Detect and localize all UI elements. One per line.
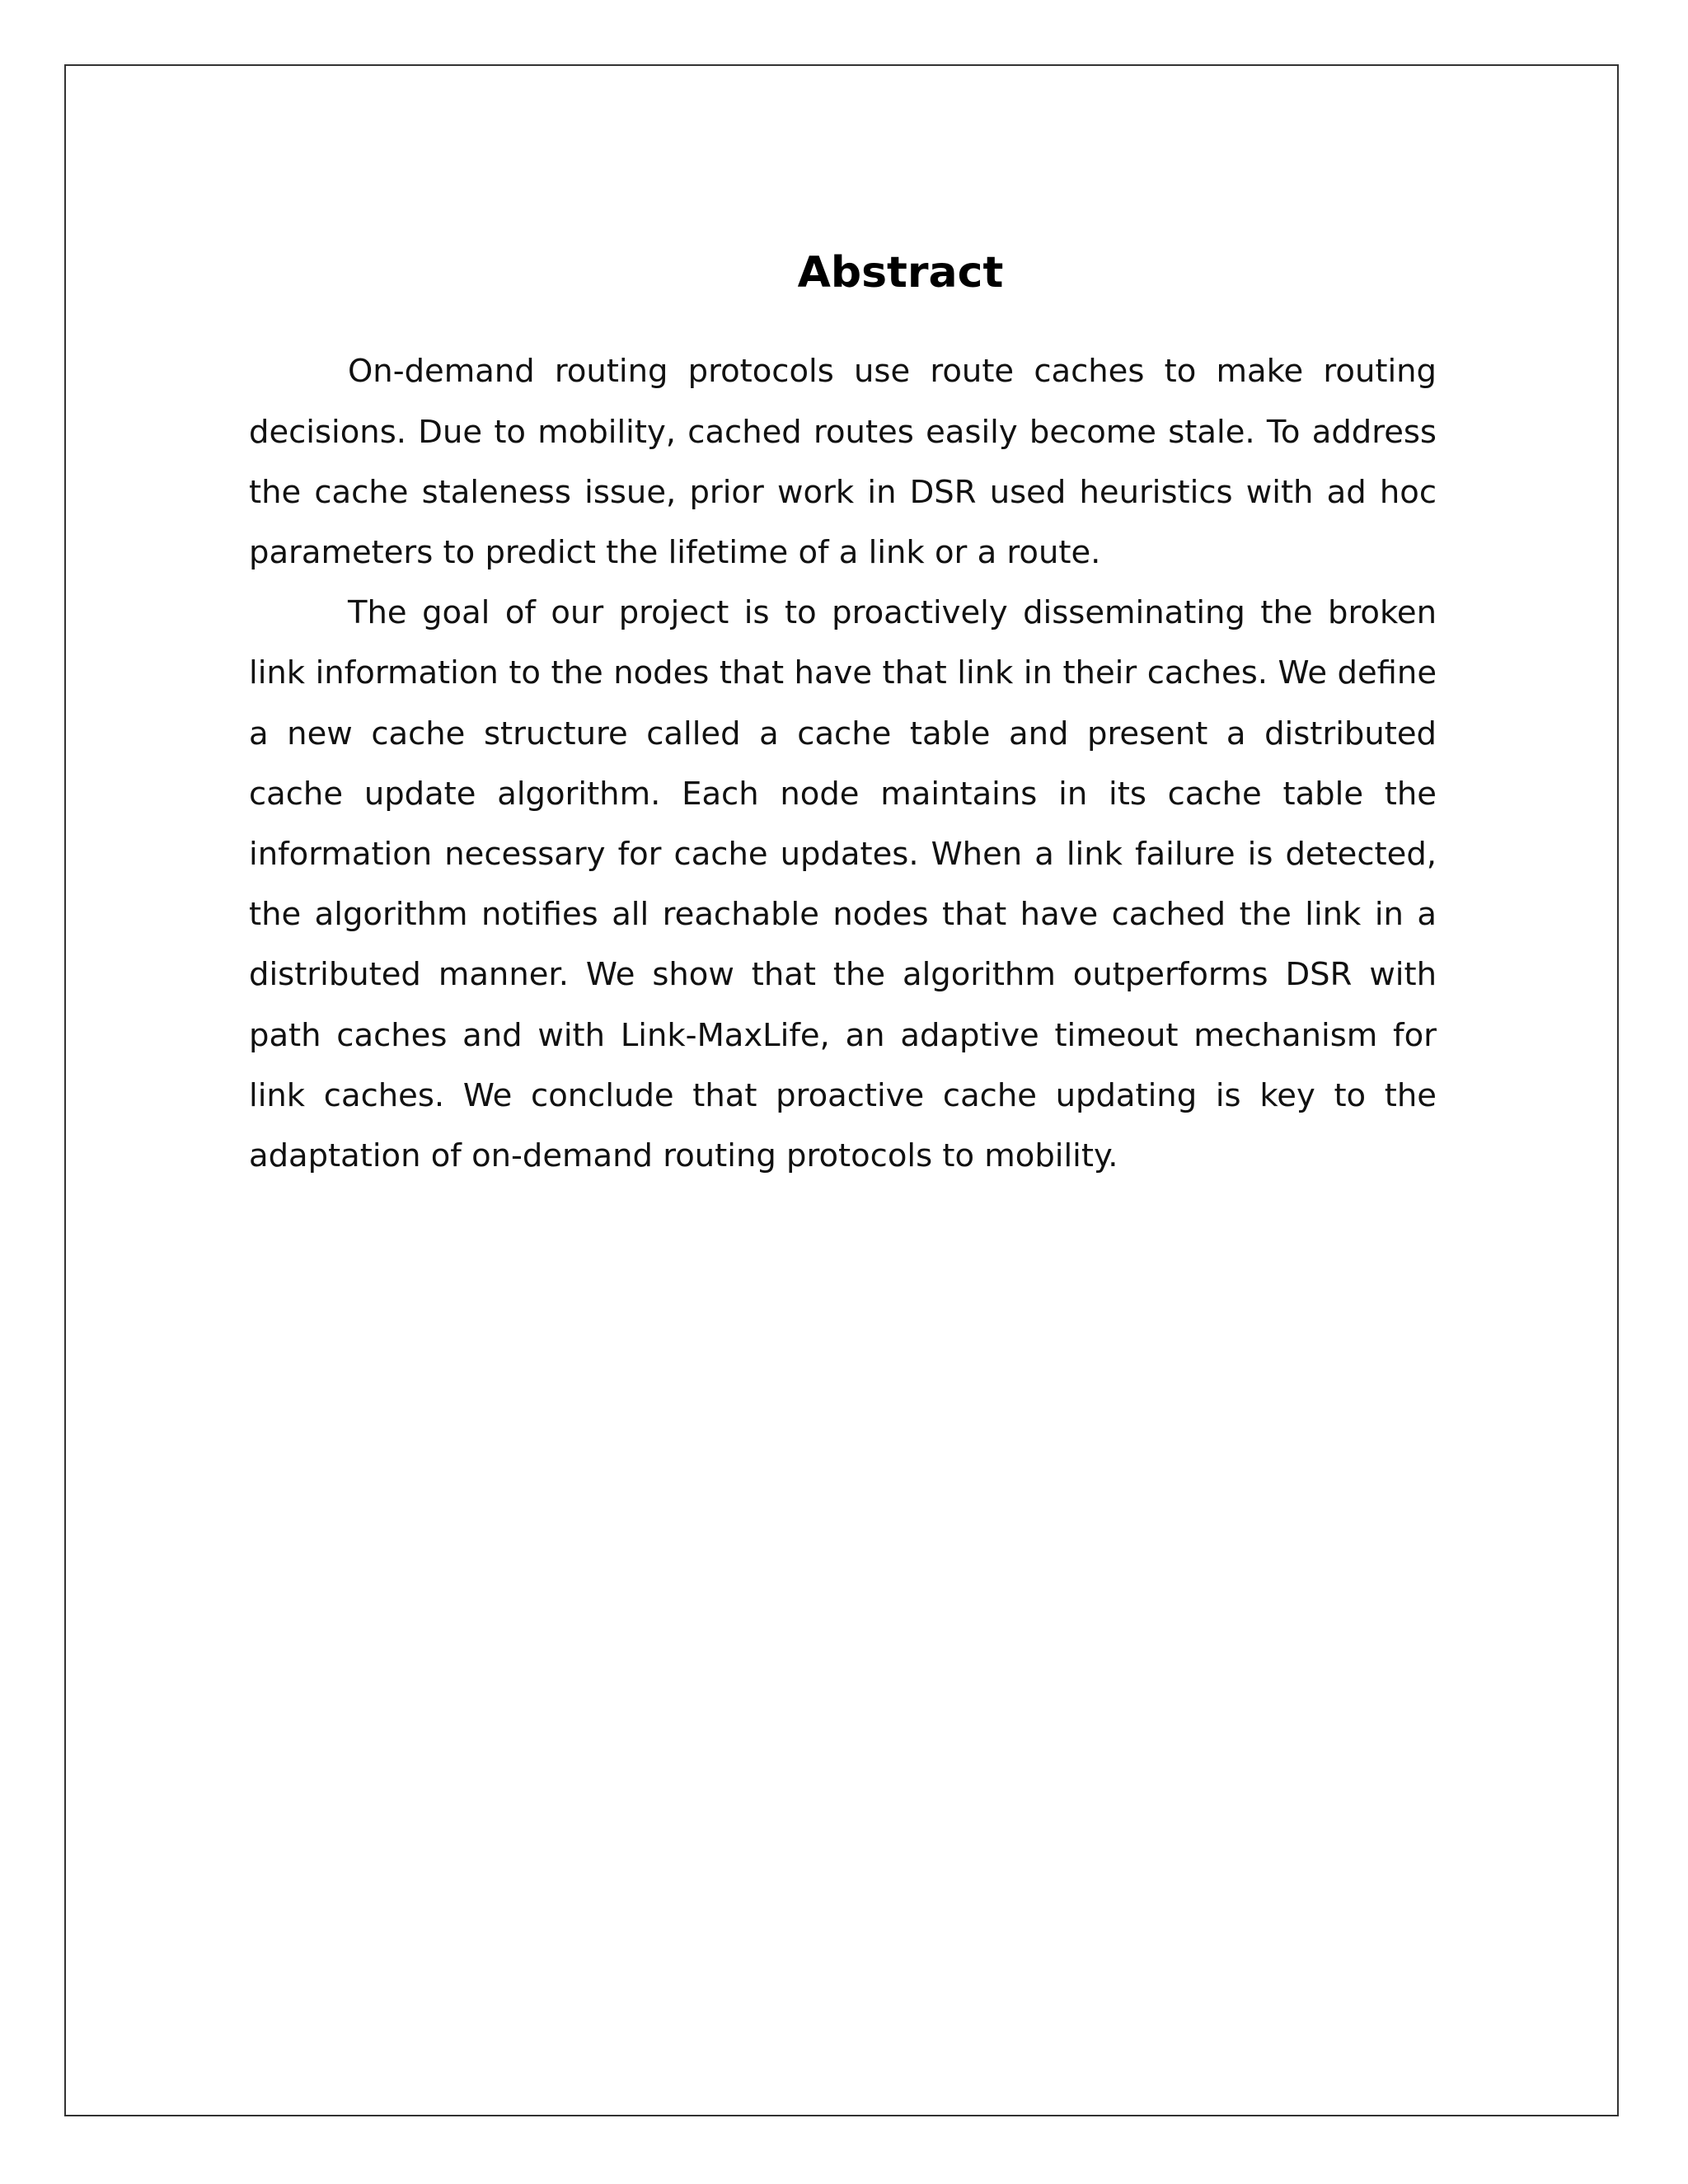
abstract-paragraph-2: The goal of our project is to proactively disseminating the broken link information to the nodes that have that link in their caches. We define a new cache structure called a cache table and present a distributed cache update algorithm. Each node maintains in its cache table the information necessary for cache updates. When a link failure is detected, the algorithm notifies all reachable nodes that have cached the link in a distributed manner. We show that the algorithm outperforms DSR with path caches and with Link-MaxLife, an adaptive timeout mechanism for link caches. We conclude that proactive cache updating is key to the adaptation of on-demand routing protocols to mobility. [249,594,1437,1175]
abstract-section [249,247,1437,1186]
page-title: Abstract [797,248,1004,298]
abstract-paragraph-1: On-demand routing protocols use route caches to make routing decisions. Due to mobility, cached routes easily become stale. To address the cache staleness issue, prior work in DSR used heuristics with ad hoc parameters to predict the lifetime of a link or a route. [249,353,1437,571]
